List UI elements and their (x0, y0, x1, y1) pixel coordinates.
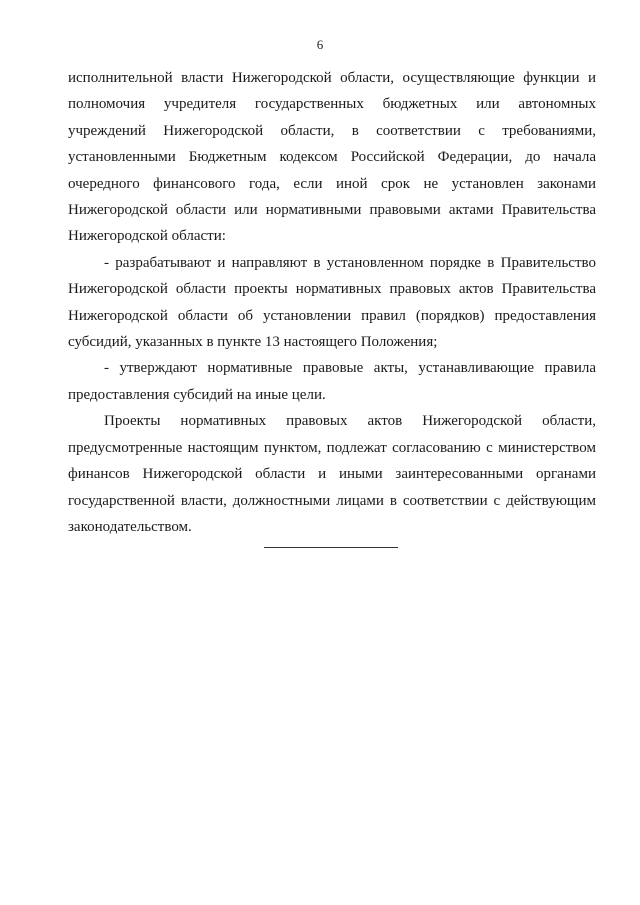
end-of-document-rule (264, 547, 398, 548)
paragraph-continuation: исполнительной власти Нижегородской области, осуществляющие функции и полномочия учредителя государственных бюджетных или автономных учреждений Нижегородской области, в соответствии с требованиями, установленными Бюджетным кодексом Российской Федерации, до начала очередного финансового года, если иной срок не установлен законами Нижегородской области или нормативными правовыми актами Правительства Нижегородской области: (68, 70, 596, 245)
paragraph-drafts-approval: Проекты нормативных правовых актов Нижегородской области, предусмотренные настоящим пунктом, подлежат согласованию с министерством финансов Нижегородской области и иными заинтересованными органами государственной власти, должностными лицами в соответствии с действующим законодательством. (68, 413, 596, 535)
paragraph-list-item-develop: - разрабатывают и направляют в установленном порядке в Правительство Нижегородской области проекты нормативных правовых актов Правительства Нижегородской области об установлении правил (порядков) предоставления субсидий, указанных в пункте 13 настоящего Положения; (68, 254, 596, 351)
paragraph-list-item-approve: - утверждают нормативные правовые акты, устанавливающие правила предоставления субсидий на иные цели. (68, 360, 596, 403)
document-body (68, 65, 596, 540)
page-number: 6 (316, 37, 324, 52)
